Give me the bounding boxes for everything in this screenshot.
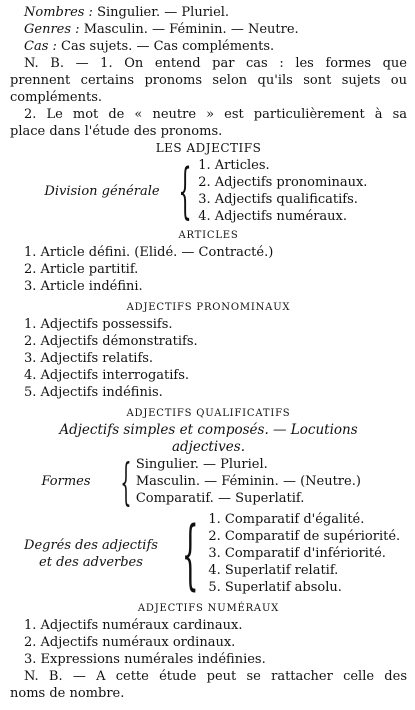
formes-list [136, 456, 361, 507]
list-item: 1. Adjectifs numéraux cardinaux. [24, 618, 243, 633]
nombres-line [10, 4, 407, 21]
degres-item: 5. Superlatif absolu. [208, 580, 342, 595]
brace-icon: { [120, 452, 132, 511]
genres-value: Masculin. — Féminin. — Neutre. [83, 22, 299, 37]
formes-item: Masculin. — Féminin. — (Neutre.) [135, 474, 361, 489]
numeraux-nb-line1: N. B. — A cette étude peut se rattacher celle des [24, 669, 407, 684]
list-item: 5. Adjectifs indéfinis. [24, 385, 163, 400]
list-item: 1. Adjectifs possessifs. [24, 317, 173, 332]
articles-list [10, 244, 407, 295]
nb1-line1: N. B. — 1. On entend par cas : les formes que [24, 56, 407, 71]
qualificatifs-subtitle-line2: adjectives. [171, 439, 245, 455]
degres-item: 3. Comparatif d'infériorité. [208, 546, 386, 561]
degres-item: 4. Superlatif relatif. [208, 563, 339, 578]
adjectifs-heading: LES ADJECTIFS [155, 141, 262, 155]
nb2-line1: 2. Le mot de « neutre » est particulièrement à sa [24, 107, 407, 122]
list-item: 2. Adjectifs numéraux ordinaux. [24, 635, 236, 650]
list-item: 2. Adjectifs démonstratifs. [24, 334, 198, 349]
division-item: 3. Adjectifs qualificatifs. [198, 192, 358, 207]
degres-label-line2: et des adverbes [39, 554, 143, 570]
formes-item: Comparatif. — Superlatif. [135, 491, 305, 506]
genres-label: Genres : [24, 22, 80, 37]
numeraux-list [10, 617, 407, 668]
nombres-label: Nombres : [24, 5, 93, 20]
degres-list [208, 511, 400, 596]
division-label: Division générale [44, 183, 160, 199]
pronominaux-heading: ADJECTIFS PRONOMINAUX [126, 302, 291, 313]
cas-line [10, 38, 407, 55]
degres-label-line1: Degrés des adjectifs [24, 537, 158, 553]
division-item: 2. Adjectifs pronominaux. [198, 175, 368, 190]
list-item: 3. Adjectifs relatifs. [24, 351, 154, 366]
formes-block [16, 452, 407, 511]
degres-label [10, 537, 172, 571]
cas-label: Cas : [24, 39, 57, 54]
nb1-line2: prennent certains pronoms selon qu'ils sont sujets ou [10, 73, 407, 88]
list-item: 3. Article indéfini. [24, 279, 143, 294]
list-item: 2. Article partitif. [24, 262, 139, 277]
formes-label: Formes [41, 474, 91, 489]
nb2-line2: place dans l'étude des pronoms. [10, 124, 223, 139]
qualificatifs-subtitle-line1: Adjectifs simples et composés. — Locutions [59, 422, 358, 438]
list-item: 1. Article défini. (Elidé. — Contracté.) [24, 245, 274, 260]
numeraux-nb-line2: noms de nombre. [10, 686, 125, 701]
formes-item: Singulier. — Pluriel. [135, 457, 268, 472]
list-item: 3. Expressions numérales indéfinies. [24, 652, 266, 667]
degres-item: 1. Comparatif d'égalité. [208, 512, 365, 527]
nb1-line3: compléments. [10, 90, 103, 105]
pronominaux-list [10, 316, 407, 401]
cas-value: Cas sujets. — Cas compléments. [61, 39, 275, 54]
qualificatifs-heading: ADJECTIFS QUALIFICATIFS [126, 408, 291, 419]
nombres-value: Singulier. — Pluriel. [97, 5, 230, 20]
degres-block [10, 508, 407, 598]
genres-line [10, 21, 407, 38]
list-item: 4. Adjectifs interrogatifs. [24, 368, 190, 383]
brace-icon: { [178, 156, 192, 226]
brace-icon: { [181, 508, 199, 598]
division-generale-block [32, 157, 407, 225]
division-item: 1. Articles. [198, 158, 270, 173]
numeraux-heading: ADJECTIFS NUMÉRAUX [137, 603, 280, 614]
degres-item: 2. Comparatif de supériorité. [208, 529, 401, 544]
division-item: 4. Adjectifs numéraux. [198, 209, 348, 224]
division-list [198, 157, 367, 225]
articles-heading: ARTICLES [178, 230, 239, 241]
